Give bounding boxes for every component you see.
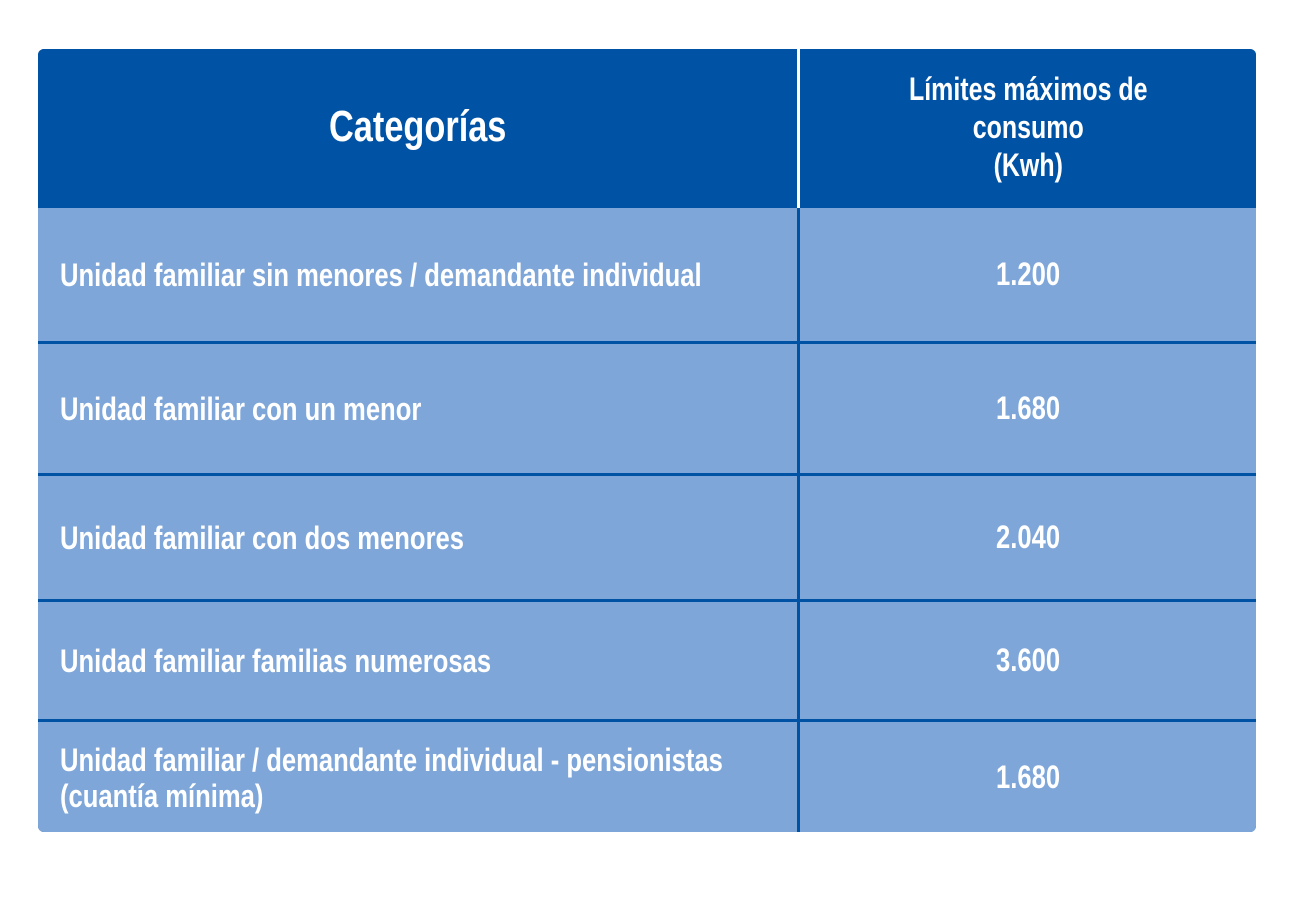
limit-value: 3.600 bbox=[995, 642, 1060, 678]
category-cell bbox=[38, 721, 798, 833]
category-text: Unidad familiar familias numerosas bbox=[60, 642, 492, 679]
consumption-limits-table bbox=[38, 49, 1256, 832]
limit-value: 1.200 bbox=[995, 256, 1060, 292]
limit-cell bbox=[798, 207, 1256, 343]
header-limits-line1: Límites máximos de consumo bbox=[908, 71, 1148, 145]
limit-value: 2.040 bbox=[995, 519, 1060, 555]
category-text: Unidad familiar / demandante individual - pensionistas bbox=[60, 741, 723, 778]
limit-value: 1.680 bbox=[995, 759, 1060, 795]
consumption-limits-table-container bbox=[38, 49, 1256, 832]
category-cell bbox=[38, 475, 798, 601]
table-row bbox=[38, 601, 1256, 721]
table-row bbox=[38, 475, 1256, 601]
category-text: Unidad familiar con un menor bbox=[60, 390, 422, 427]
category-cell bbox=[38, 601, 798, 721]
header-limits bbox=[798, 49, 1256, 207]
limit-cell bbox=[798, 343, 1256, 475]
table-row bbox=[38, 721, 1256, 833]
limit-value: 1.680 bbox=[995, 390, 1060, 426]
category-text-line2: (cuantía mínima) bbox=[60, 777, 264, 814]
limit-cell bbox=[798, 721, 1256, 833]
header-limits-label bbox=[850, 70, 1206, 184]
table-row bbox=[38, 207, 1256, 343]
header-row bbox=[38, 49, 1256, 207]
table-row bbox=[38, 343, 1256, 475]
limit-cell bbox=[798, 475, 1256, 601]
category-cell bbox=[38, 207, 798, 343]
table-header bbox=[38, 49, 1256, 207]
category-cell bbox=[38, 343, 798, 475]
limit-cell bbox=[798, 601, 1256, 721]
header-categories-label: Categorías bbox=[328, 102, 506, 151]
header-limits-line2: (Kwh) bbox=[993, 147, 1063, 183]
header-categories bbox=[38, 49, 798, 207]
category-text: Unidad familiar con dos menores bbox=[60, 519, 464, 556]
category-text: Unidad familiar sin menores / demandante individual bbox=[60, 256, 702, 293]
table-body bbox=[38, 207, 1256, 833]
